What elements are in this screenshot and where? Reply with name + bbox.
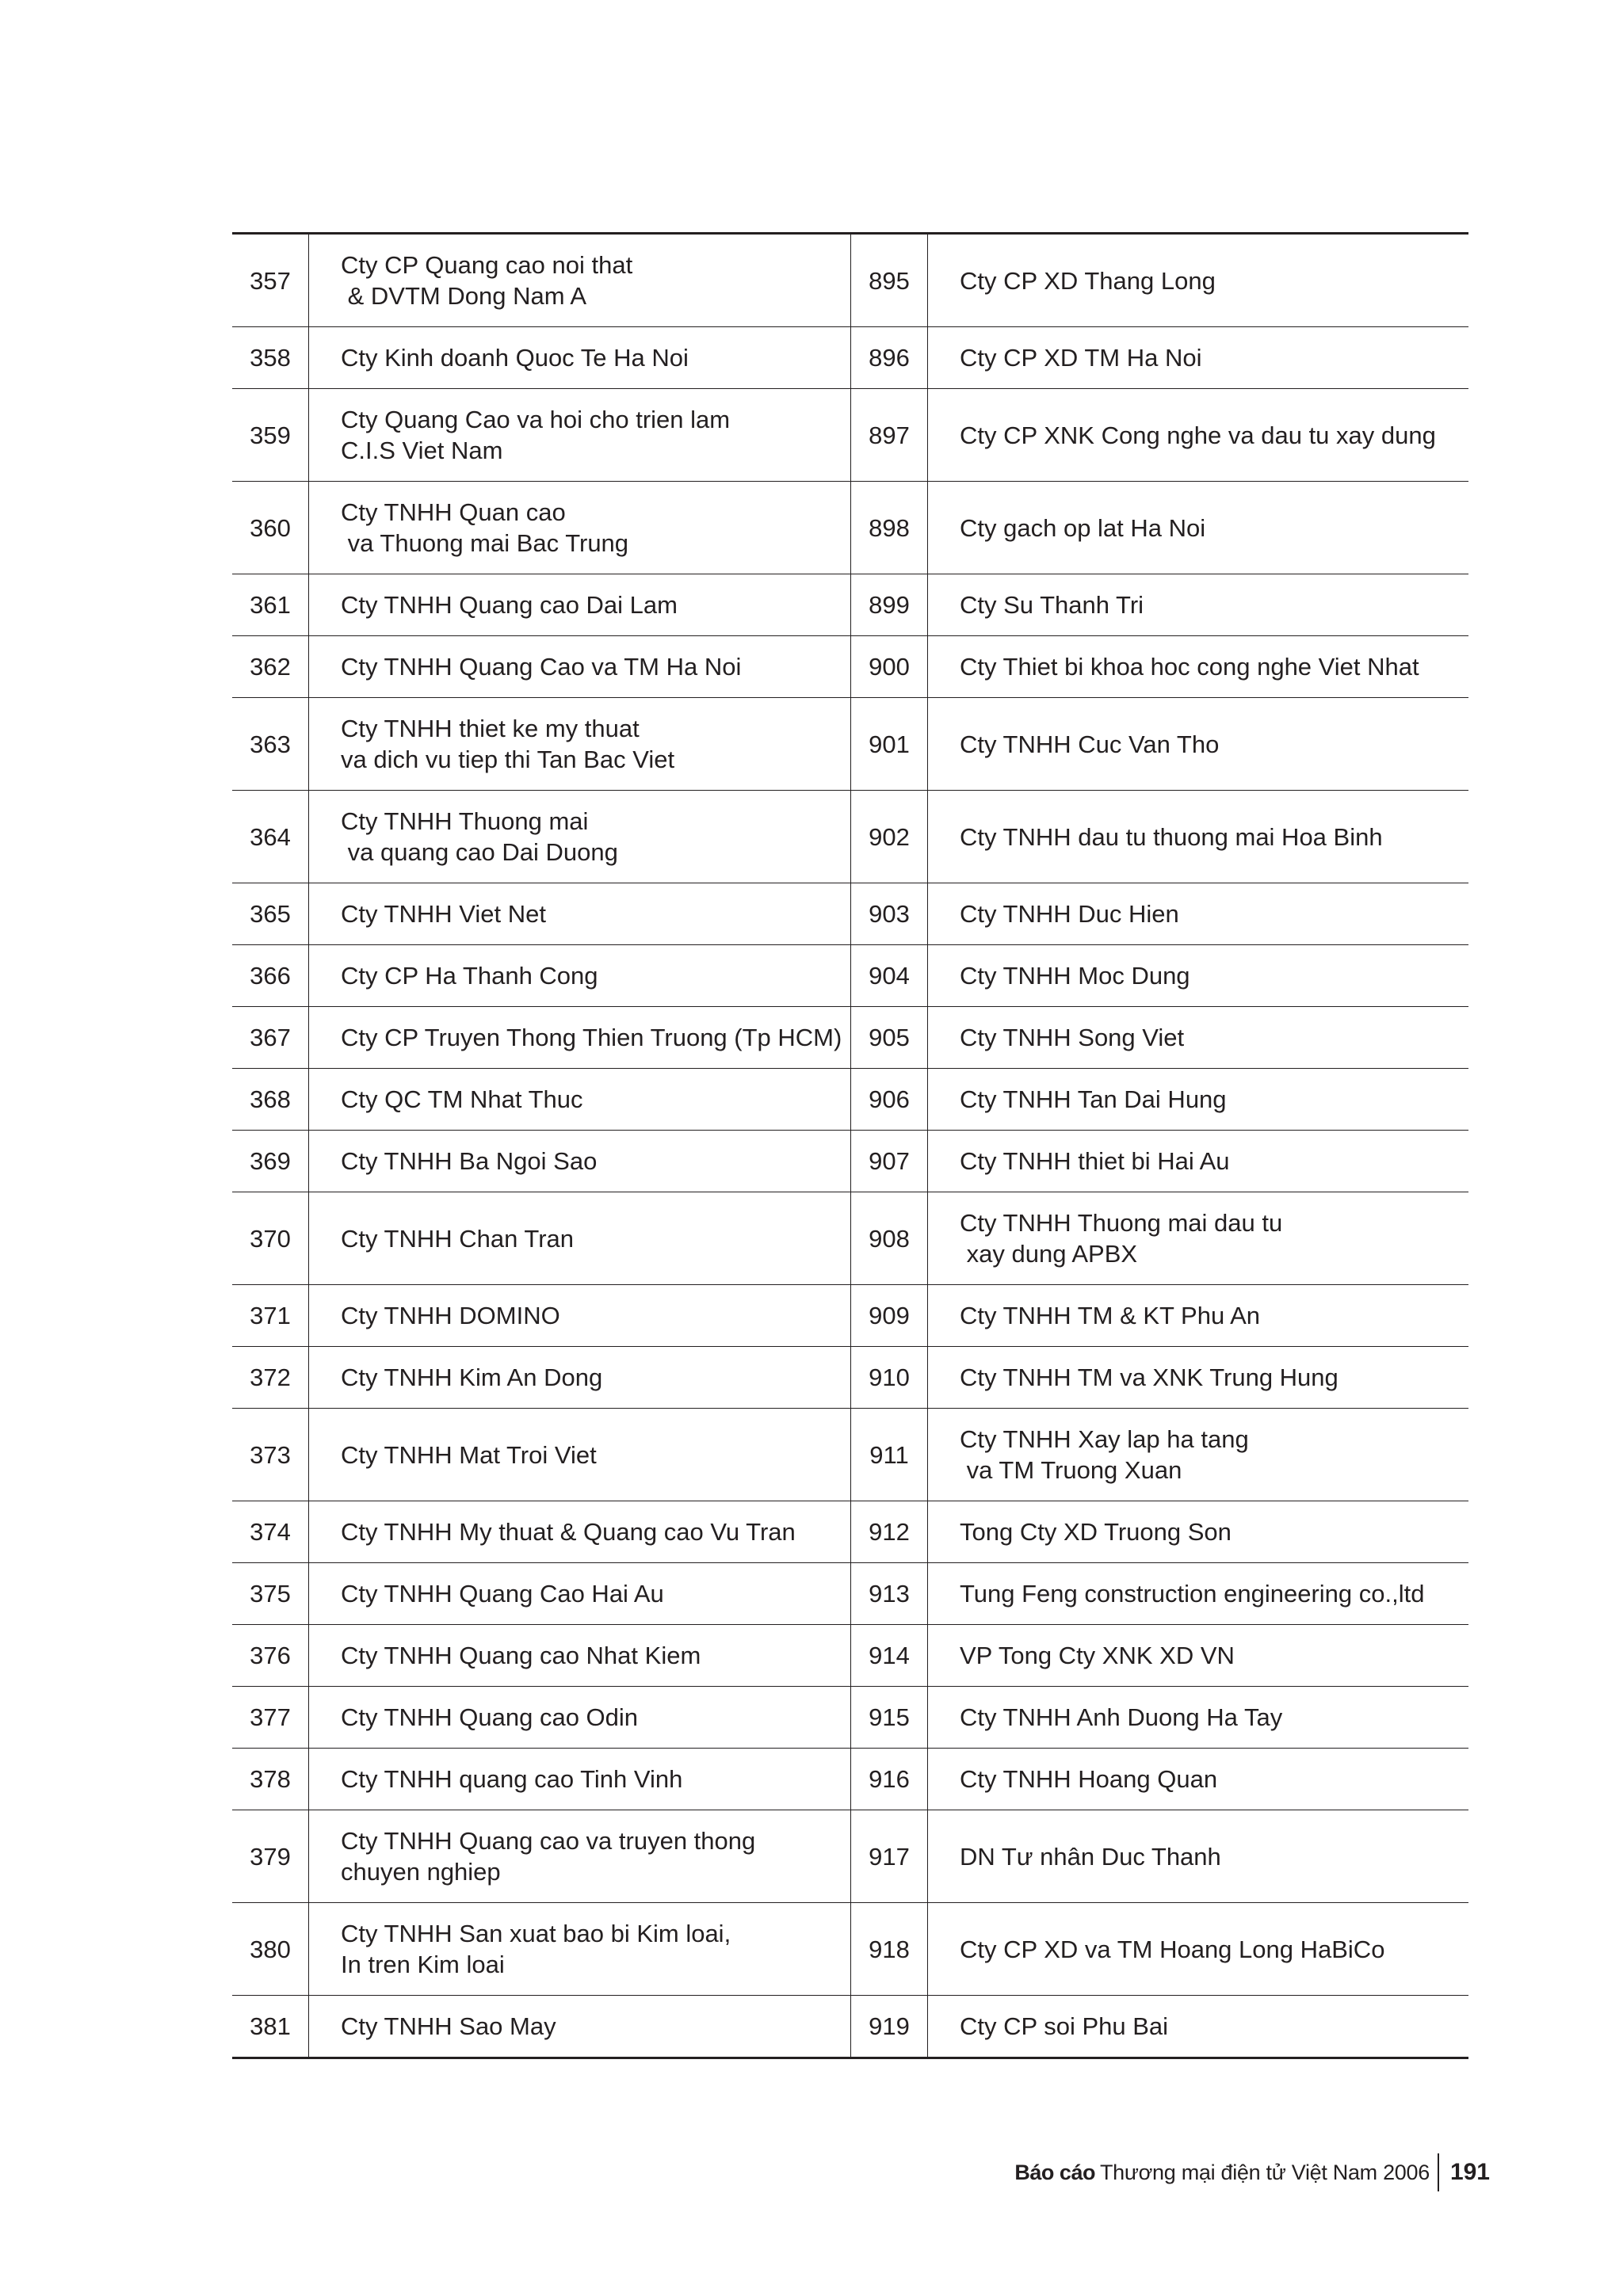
company-name-right: Cty TNHH Xay lap ha tang va TM Truong Xuan (928, 1409, 1469, 1501)
company-name-right: Cty CP XD TM Ha Noi (928, 327, 1469, 389)
company-name-left: Cty QC TM Nhat Thuc (309, 1069, 851, 1131)
row-number-right: 907 (851, 1131, 928, 1192)
table-row (232, 574, 1468, 636)
row-number-right: 901 (851, 698, 928, 791)
table-row (232, 1069, 1468, 1131)
company-name-left: Cty TNHH DOMINO (309, 1285, 851, 1347)
row-number-left: 371 (232, 1285, 309, 1347)
row-number-left: 381 (232, 1996, 309, 2058)
row-number-right: 898 (851, 482, 928, 574)
company-name-left: Cty TNHH quang cao Tinh Vinh (309, 1749, 851, 1810)
row-number-right: 904 (851, 945, 928, 1007)
table-row (232, 1501, 1468, 1563)
row-number-right: 910 (851, 1347, 928, 1409)
company-directory-table (232, 232, 1468, 2059)
table-row (232, 1347, 1468, 1409)
row-number-left: 367 (232, 1007, 309, 1069)
company-name-left: Cty TNHH Quang cao Odin (309, 1687, 851, 1749)
table-body (232, 234, 1468, 2058)
table-row (232, 482, 1468, 574)
company-name-left: Cty TNHH My thuat & Quang cao Vu Tran (309, 1501, 851, 1563)
company-name-left: Cty CP Ha Thanh Cong (309, 945, 851, 1007)
row-number-right: 916 (851, 1749, 928, 1810)
company-name-left: Cty TNHH Mat Troi Viet (309, 1409, 851, 1501)
company-name-left: Cty TNHH Quang Cao va TM Ha Noi (309, 636, 851, 698)
table-row (232, 1007, 1468, 1069)
company-name-left: Cty TNHH San xuat bao bi Kim loai, In tren Kim loai (309, 1903, 851, 1996)
row-number-right: 913 (851, 1563, 928, 1625)
row-number-right: 917 (851, 1810, 928, 1903)
row-number-left: 364 (232, 791, 309, 883)
company-name-right: Cty Su Thanh Tri (928, 574, 1469, 636)
company-name-left: Cty TNHH Quan cao va Thuong mai Bac Trung (309, 482, 851, 574)
row-number-left: 366 (232, 945, 309, 1007)
row-number-left: 378 (232, 1749, 309, 1810)
table-row (232, 636, 1468, 698)
row-number-right: 903 (851, 883, 928, 945)
row-number-left: 374 (232, 1501, 309, 1563)
company-name-left: Cty TNHH Chan Tran (309, 1192, 851, 1285)
row-number-left: 357 (232, 234, 309, 327)
row-number-right: 906 (851, 1069, 928, 1131)
table-row (232, 327, 1468, 389)
company-name-left: Cty CP Truyen Thong Thien Truong (Tp HCM) (309, 1007, 851, 1069)
table-row (232, 1749, 1468, 1810)
company-name-right: DN Tư nhân Duc Thanh (928, 1810, 1469, 1903)
row-number-right: 908 (851, 1192, 928, 1285)
company-name-right: Cty TNHH Thuong mai dau tu xay dung APBX (928, 1192, 1469, 1285)
company-name-right: Cty gach op lat Ha Noi (928, 482, 1469, 574)
row-number-left: 375 (232, 1563, 309, 1625)
row-number-right: 919 (851, 1996, 928, 2058)
table-row (232, 791, 1468, 883)
table-row (232, 1903, 1468, 1996)
table-row (232, 1687, 1468, 1749)
row-number-left: 368 (232, 1069, 309, 1131)
row-number-left: 376 (232, 1625, 309, 1687)
table-row (232, 1996, 1468, 2058)
row-number-right: 914 (851, 1625, 928, 1687)
table-row (232, 1563, 1468, 1625)
row-number-right: 915 (851, 1687, 928, 1749)
row-number-left: 369 (232, 1131, 309, 1192)
company-name-right: Tong Cty XD Truong Son (928, 1501, 1469, 1563)
company-name-right: Cty TNHH Cuc Van Tho (928, 698, 1469, 791)
company-name-right: Cty TNHH TM & KT Phu An (928, 1285, 1469, 1347)
company-name-left: Cty TNHH thiet ke my thuat va dich vu tiep thi Tan Bac Viet (309, 698, 851, 791)
row-number-right: 896 (851, 327, 928, 389)
company-name-right: VP Tong Cty XNK XD VN (928, 1625, 1469, 1687)
company-name-right: Cty Thiet bi khoa hoc cong nghe Viet Nhat (928, 636, 1469, 698)
row-number-right: 899 (851, 574, 928, 636)
company-name-left: Cty TNHH Quang cao Dai Lam (309, 574, 851, 636)
table-row (232, 234, 1468, 327)
company-name-left: Cty TNHH Sao May (309, 1996, 851, 2058)
table-row (232, 1131, 1468, 1192)
company-name-left: Cty CP Quang cao noi that & DVTM Dong Nam A (309, 234, 851, 327)
row-number-left: 373 (232, 1409, 309, 1501)
row-number-right: 911 (851, 1409, 928, 1501)
row-number-left: 362 (232, 636, 309, 698)
row-number-left: 361 (232, 574, 309, 636)
row-number-left: 379 (232, 1810, 309, 1903)
company-name-right: Cty TNHH Hoang Quan (928, 1749, 1469, 1810)
row-number-left: 365 (232, 883, 309, 945)
table-row (232, 1192, 1468, 1285)
company-name-right: Cty TNHH TM va XNK Trung Hung (928, 1347, 1469, 1409)
company-name-right: Tung Feng construction engineering co.,ltd (928, 1563, 1469, 1625)
table-row (232, 1625, 1468, 1687)
row-number-left: 358 (232, 327, 309, 389)
page-footer (1014, 2153, 1490, 2191)
row-number-left: 360 (232, 482, 309, 574)
company-name-right: Cty TNHH Song Viet (928, 1007, 1469, 1069)
footer-report-brand: Báo cáo (1014, 2160, 1095, 2184)
row-number-left: 372 (232, 1347, 309, 1409)
row-number-right: 912 (851, 1501, 928, 1563)
table-row (232, 883, 1468, 945)
company-name-left: Cty TNHH Quang cao Nhat Kiem (309, 1625, 851, 1687)
company-name-right: Cty TNHH dau tu thuong mai Hoa Binh (928, 791, 1469, 883)
table-row (232, 1285, 1468, 1347)
company-name-left: Cty Quang Cao va hoi cho trien lam C.I.S Viet Nam (309, 389, 851, 482)
company-name-left: Cty TNHH Thuong mai va quang cao Dai Duong (309, 791, 851, 883)
table-row (232, 1409, 1468, 1501)
row-number-right: 909 (851, 1285, 928, 1347)
row-number-left: 359 (232, 389, 309, 482)
row-number-right: 918 (851, 1903, 928, 1996)
row-number-right: 897 (851, 389, 928, 482)
company-name-right: Cty CP XD Thang Long (928, 234, 1469, 327)
row-number-right: 895 (851, 234, 928, 327)
company-name-left: Cty TNHH Quang cao va truyen thong chuyen nghiep (309, 1810, 851, 1903)
footer-report-title: Thương mại điện tử Việt Nam 2006 (1099, 2160, 1430, 2184)
row-number-right: 905 (851, 1007, 928, 1069)
row-number-left: 363 (232, 698, 309, 791)
company-name-left: Cty Kinh doanh Quoc Te Ha Noi (309, 327, 851, 389)
row-number-left: 377 (232, 1687, 309, 1749)
company-name-right: Cty CP soi Phu Bai (960, 2012, 1169, 2040)
company-name-right: Cty TNHH Tan Dai Hung (928, 1069, 1469, 1131)
company-name-right: Cty CP XNK Cong nghe va dau tu xay dung (928, 389, 1469, 482)
company-name-right: Cty TNHH thiet bi Hai Au (928, 1131, 1469, 1192)
company-name-right: Cty TNHH Anh Duong Ha Tay (928, 1687, 1469, 1749)
table-row (232, 698, 1468, 791)
company-name-left: Cty TNHH Viet Net (309, 883, 851, 945)
page-number: 191 (1449, 2159, 1490, 2185)
row-number-left: 370 (232, 1192, 309, 1285)
company-name-right: Cty TNHH Moc Dung (928, 945, 1469, 1007)
row-number-left: 380 (232, 1903, 309, 1996)
company-name-left: Cty TNHH Kim An Dong (309, 1347, 851, 1409)
company-name-right: Cty CP XD va TM Hoang Long HaBiCo (928, 1903, 1469, 1996)
table-row (232, 1810, 1468, 1903)
row-number-right: 900 (851, 636, 928, 698)
company-name-left: Cty TNHH Quang Cao Hai Au (309, 1563, 851, 1625)
row-number-right: 902 (851, 791, 928, 883)
footer-divider (1438, 2153, 1439, 2191)
table-row (232, 389, 1468, 482)
company-name-right: Cty TNHH Duc Hien (928, 883, 1469, 945)
table-row (232, 945, 1468, 1007)
company-name-left: Cty TNHH Ba Ngoi Sao (309, 1131, 851, 1192)
